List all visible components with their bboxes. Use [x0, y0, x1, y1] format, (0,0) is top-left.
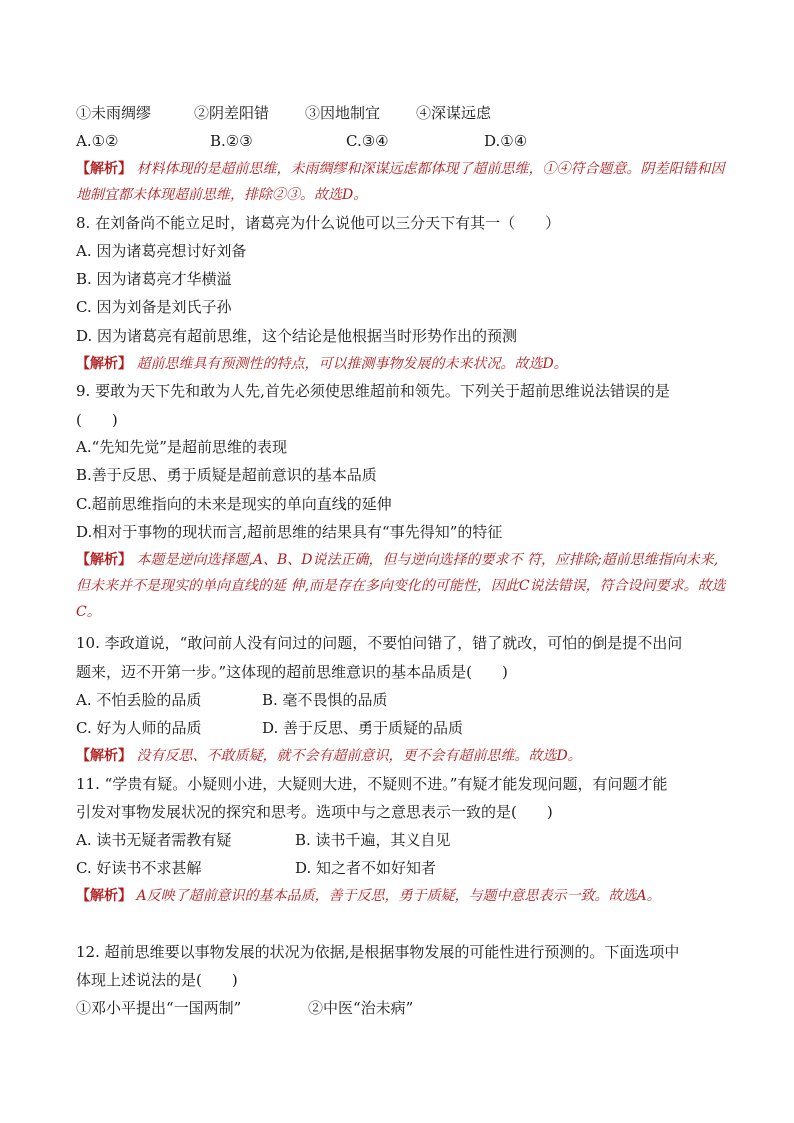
analysis-tag: 【解析】 — [76, 748, 132, 764]
q12-item: ①邓小平提出“一国两制” — [76, 999, 242, 1017]
option-a: A. 读书无疑者需教有疑 — [76, 831, 232, 849]
option-c: C.③④ — [346, 132, 389, 150]
q8-analysis — [76, 351, 726, 377]
option-b: B.善于反思、勇于质疑是超前意识的基本品质 — [76, 466, 377, 484]
q9-stem-line1: 9. 要敢为天下先和敢为人先,首先必须使思维超前和领先。下列关于超前思维说法错误的是 — [76, 382, 670, 400]
option-c: C. 好为人师的品质 — [76, 719, 202, 737]
analysis-text: 超前思维具有预测性的特点，可以推测事物发展的未来状况。故选D。 — [136, 356, 568, 372]
analysis-tag: 【解析】 — [76, 552, 132, 568]
analysis-text: A反映了超前意识的基本品质，善于反思，勇于质疑，与题中意思表示一致。故选A。 — [136, 888, 661, 904]
q9-stem-line2: ( ) — [76, 411, 118, 429]
option-c: C. 因为刘备是刘氏子孙 — [76, 298, 232, 316]
analysis-text: 本题是逆向选择题,A、B、D说法正确，但与逆向选择的要求不 符，应排除;超前思维指向未来,但未来并不是现实的单向直线的延 伸,而是存在多向变化的可能性，因此C说法错误，符合设问要求。故选C。 — [76, 552, 726, 620]
option-a: A.“先知先觉”是超前思维的表现 — [76, 438, 287, 456]
option-c: C. 好读书不求甚解 — [76, 859, 202, 877]
q7-item: ③因地制宜 — [305, 104, 381, 122]
q12-stem-line1: 12. 超前思维要以事物发展的状况为依据,是根据事物发展的可能性进行预测的。下面选项中 — [76, 943, 680, 961]
option-b: B. 毫不畏惧的品质 — [262, 691, 388, 709]
option-a: A. 不怕丢脸的品质 — [76, 691, 202, 709]
analysis-tag: 【解析】 — [76, 888, 132, 904]
q12-stem-line2: 体现上述说法的是( ) — [76, 971, 238, 989]
q7-item: ④深谋远虑 — [416, 104, 492, 122]
option-b: B. 读书千遍，其义自见 — [295, 831, 451, 849]
option-d: D.相对于事物的现状而言,超前思维的结果具有“事先得知”的特征 — [76, 523, 503, 541]
q10-stem-line1: 10. 李政道说，“敢问前人没有问过的问题，不要怕问错了，错了就改，可怕的倒是提不出问 — [76, 634, 683, 652]
q9-analysis — [76, 547, 726, 625]
q10-stem-line2: 题来，迈不开第一步。”这体现的超前思维意识的基本品质是( ) — [76, 663, 508, 681]
q12-item: ②中医“治未病” — [308, 999, 414, 1017]
option-d: D.①④ — [484, 132, 528, 150]
option-a: A.①② — [76, 132, 119, 150]
q7-analysis — [76, 156, 726, 208]
analysis-tag: 【解析】 — [76, 356, 132, 372]
option-b: B.②③ — [210, 132, 253, 150]
q11-stem-line2: 引发对事物发展状况的探究和思考。选项中与之意思表示一致的是( ) — [76, 803, 553, 821]
q10-analysis — [76, 743, 726, 769]
q7-item: ①未雨绸缪 — [76, 104, 152, 122]
option-b: B. 因为诸葛亮才华横溢 — [76, 270, 232, 288]
option-d: D. 善于反思、勇于质疑的品质 — [262, 719, 464, 737]
analysis-text: 没有反思、不敢质疑，就不会有超前意识，更不会有超前思维。故选D。 — [136, 748, 582, 764]
q11-analysis — [76, 883, 726, 909]
option-a: A. 因为诸葛亮想讨好刘备 — [76, 242, 247, 260]
q11-stem-line1: 11. “学贵有疑。小疑则小进，大疑则大进，不疑则不进。”有疑才能发现问题，有问题才能 — [76, 775, 668, 793]
option-c: C.超前思维指向的未来是现实的单向直线的延伸 — [76, 495, 392, 513]
option-d: D. 因为诸葛亮有超前思维，这个结论是他根据当时形势作出的预测 — [76, 327, 518, 345]
option-d: D. 知之者不如好知者 — [295, 859, 437, 877]
q7-item: ②阴差阳错 — [194, 104, 270, 122]
analysis-tag: 【解析】 — [76, 161, 132, 177]
analysis-text: 材料体现的是超前思维，未雨绸缪和深谋远虑都体现了超前思维，①④符合题意。阴差阳错和因地制宜都未体现超前思维，排除②③。故选D。 — [76, 161, 725, 203]
q8-stem: 8. 在刘备尚不能立足时，诸葛亮为什么说他可以三分天下有其一（ ） — [76, 214, 561, 232]
